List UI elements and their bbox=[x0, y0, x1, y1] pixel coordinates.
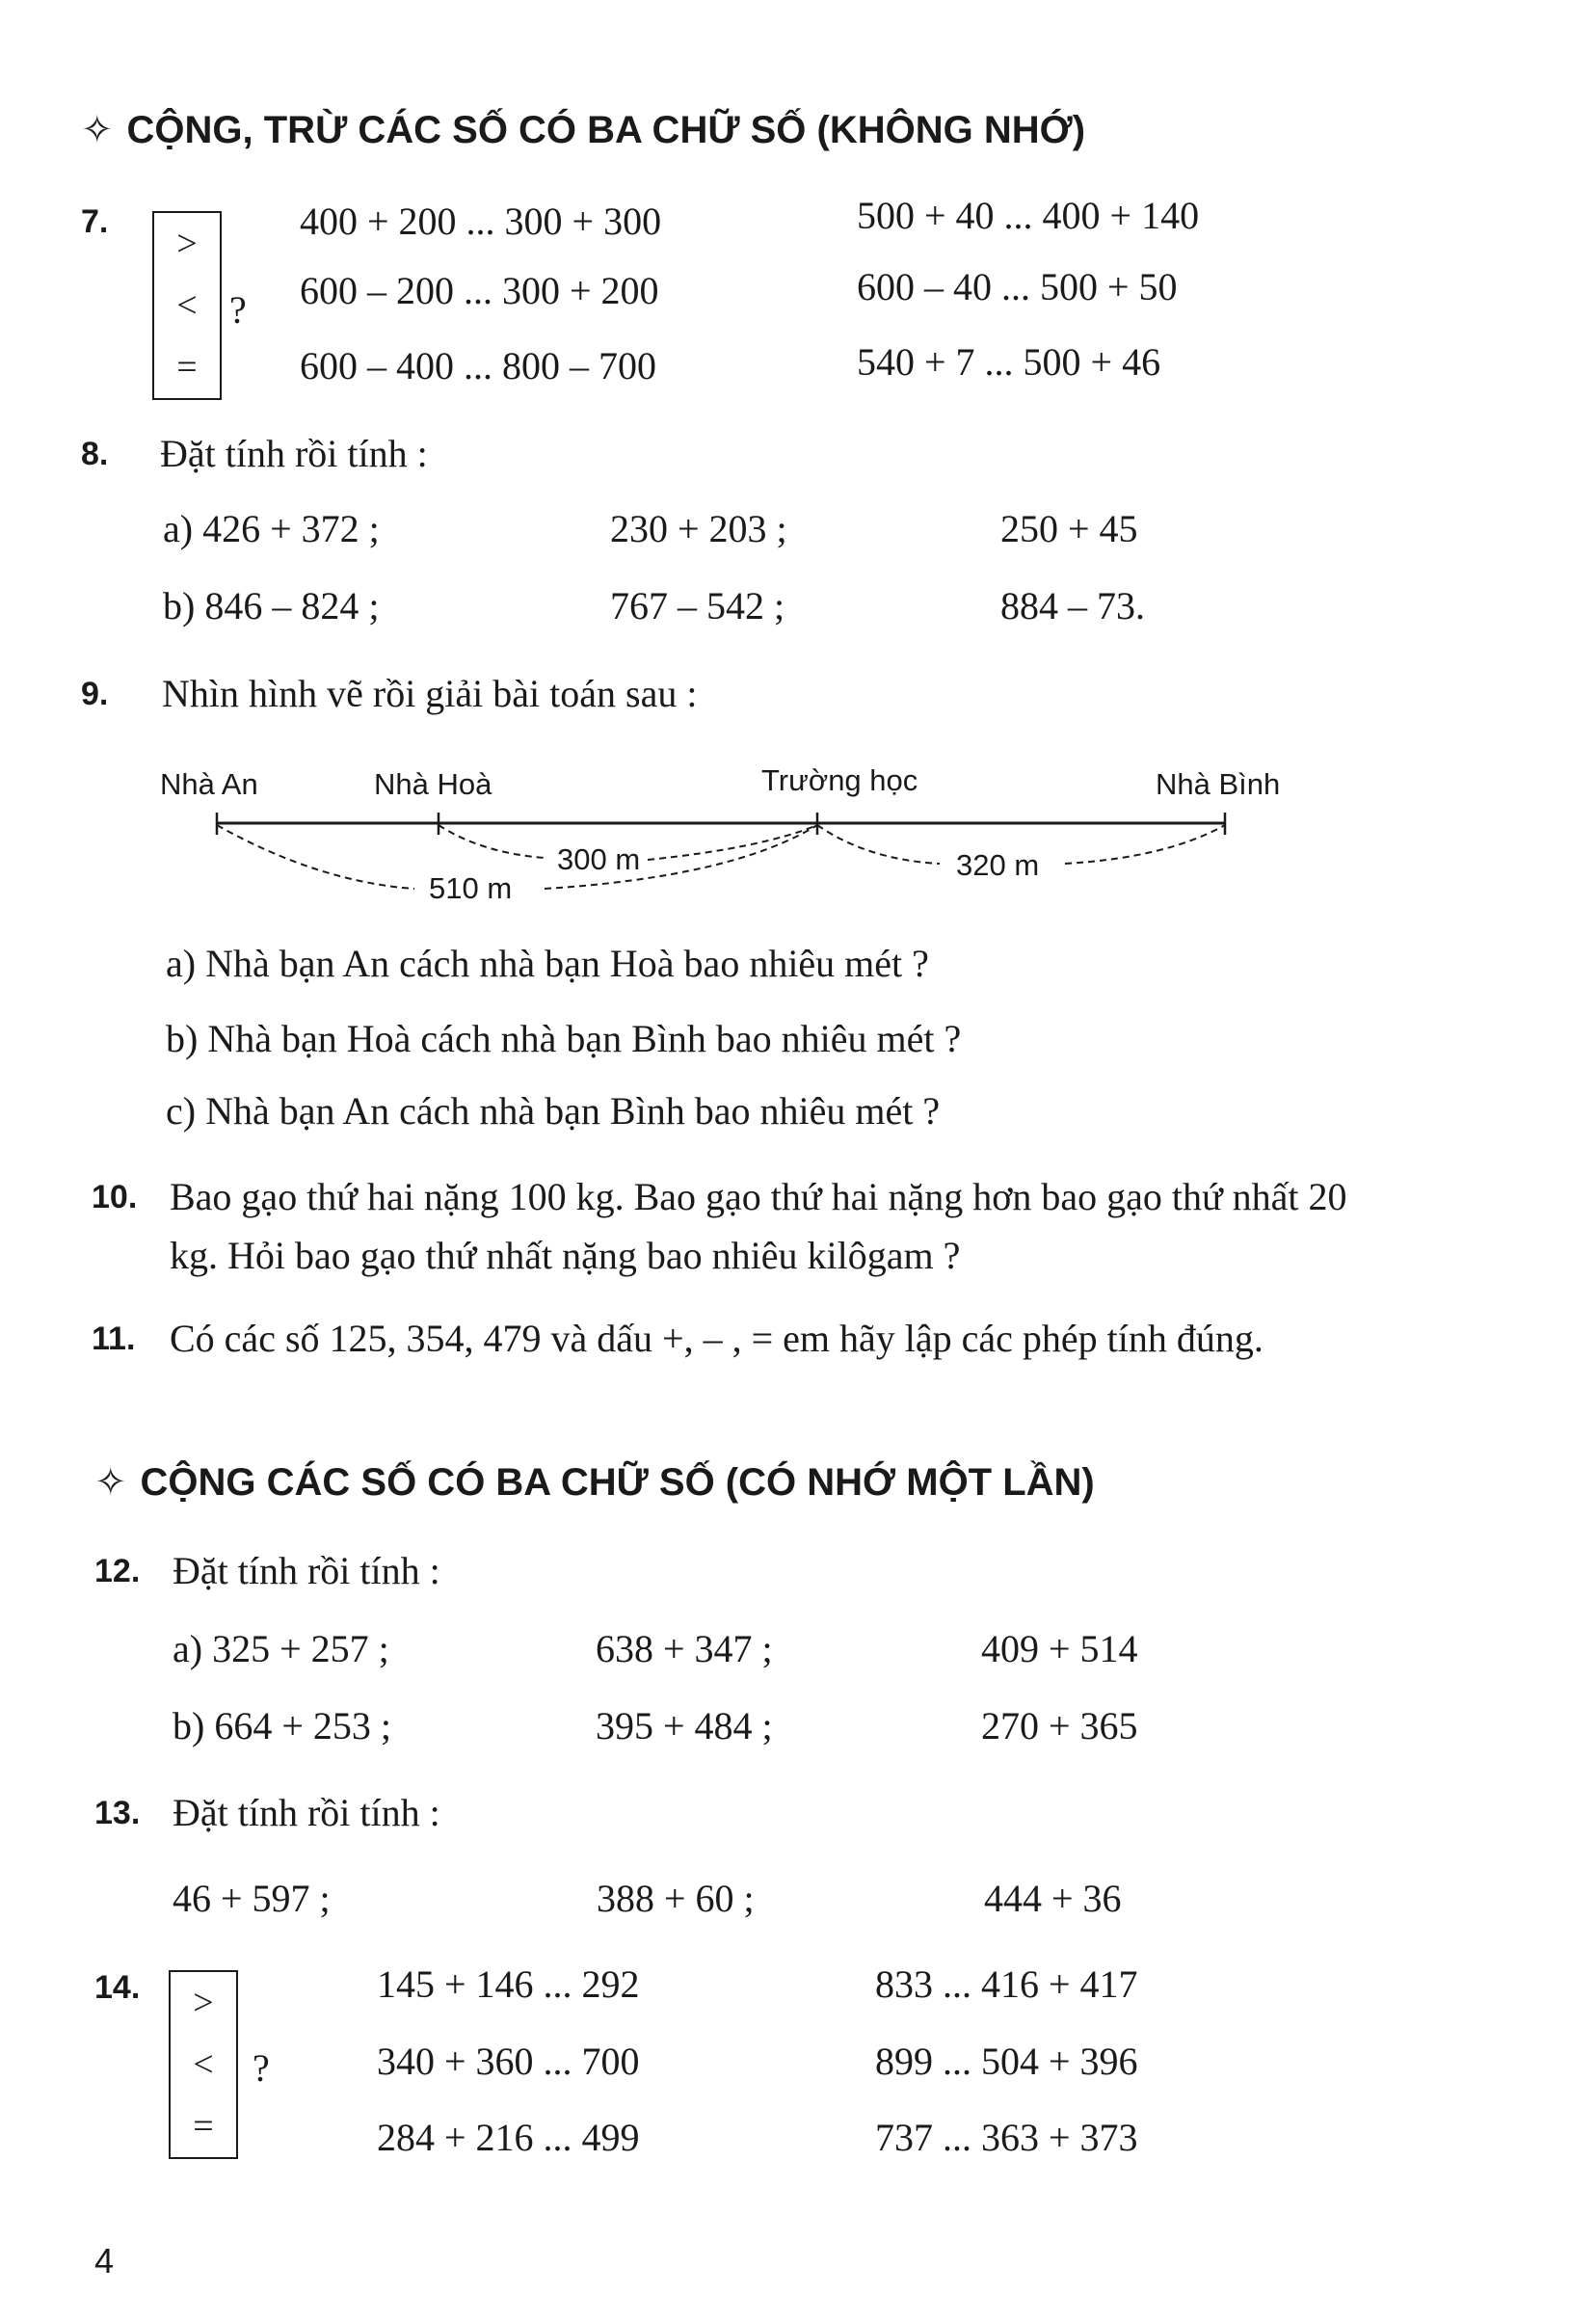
problem-text: kg. Hỏi bao gạo thứ nhất nặng bao nhiêu kilôgam ? bbox=[170, 1234, 961, 1277]
problem-text: Đặt tính rồi tính : bbox=[173, 1549, 440, 1592]
expression: b) 664 + 253 ; bbox=[173, 1704, 391, 1747]
problem-number: 13. bbox=[94, 1795, 141, 1831]
page-number: 4 bbox=[94, 2241, 115, 2281]
comparison-item: 899 ... 504 + 396 bbox=[875, 2040, 1138, 2083]
expression: 638 + 347 ; bbox=[596, 1627, 773, 1670]
arc-300-right bbox=[648, 825, 817, 860]
problem-text: Có các số 125, 354, 479 và dấu +, – , = em hãy lập các phép tính đúng. bbox=[170, 1317, 1264, 1360]
expression: 444 + 36 bbox=[984, 1877, 1122, 1920]
sign-equal: = bbox=[193, 2106, 214, 2147]
place-label: Trường học bbox=[761, 763, 918, 797]
section-title: CỘNG, TRỪ CÁC SỐ CÓ BA CHỮ SỐ (KHÔNG NHỚ) bbox=[126, 109, 1086, 151]
question-mark: ? bbox=[253, 2046, 270, 2090]
expression: 250 + 45 bbox=[1000, 507, 1138, 550]
problem-number: 8. bbox=[81, 436, 109, 472]
sign-less: < bbox=[176, 285, 198, 326]
expression: 409 + 514 bbox=[981, 1627, 1138, 1670]
expression: a) 426 + 372 ; bbox=[163, 507, 380, 550]
sign-greater: > bbox=[176, 224, 198, 264]
expression: 388 + 60 ; bbox=[597, 1877, 755, 1920]
problem-number: 12. bbox=[94, 1553, 141, 1589]
problem-number: 10. bbox=[92, 1179, 138, 1215]
section-heading-2 bbox=[94, 1458, 1095, 1507]
comparison-item: 600 – 400 ... 800 – 700 bbox=[300, 344, 656, 387]
expression: 230 + 203 ; bbox=[610, 507, 787, 550]
expression: 395 + 484 ; bbox=[596, 1704, 773, 1747]
arc-320-left bbox=[817, 825, 940, 864]
comparison-item: 340 + 360 ... 700 bbox=[377, 2040, 640, 2083]
distance-label: 510 m bbox=[429, 871, 513, 905]
four-point-star-icon: ✧ bbox=[81, 109, 114, 151]
expression: 46 + 597 ; bbox=[173, 1877, 331, 1920]
question: b) Nhà bạn Hoà cách nhà bạn Bình bao nhiêu mét ? bbox=[166, 1017, 962, 1060]
arc-320-right bbox=[1065, 825, 1225, 864]
distance-label: 320 m bbox=[956, 848, 1040, 882]
four-point-star-icon: ✧ bbox=[94, 1461, 127, 1504]
question: c) Nhà bạn An cách nhà bạn Bình bao nhiêu mét ? bbox=[166, 1089, 941, 1133]
comparison-item: 500 + 40 ... 400 + 140 bbox=[857, 194, 1200, 237]
comparison-item: 145 + 146 ... 292 bbox=[377, 1962, 640, 2006]
comparison-item: 833 ... 416 + 417 bbox=[875, 1962, 1138, 2006]
comparison-item: 600 – 200 ... 300 + 200 bbox=[300, 269, 659, 312]
problem-text: Đặt tính rồi tính : bbox=[160, 432, 428, 475]
sign-equal: = bbox=[176, 347, 198, 387]
problem-text: Đặt tính rồi tính : bbox=[173, 1791, 440, 1834]
expression: 767 – 542 ; bbox=[610, 584, 785, 627]
problem-text: Nhìn hình vẽ rồi giải bài toán sau : bbox=[162, 672, 698, 715]
arc-510-left bbox=[217, 825, 414, 889]
expression: b) 846 – 824 ; bbox=[163, 584, 380, 627]
question-mark: ? bbox=[229, 288, 247, 332]
comparison-item: 400 + 200 ... 300 + 300 bbox=[300, 200, 662, 243]
sign-greater: > bbox=[193, 1983, 214, 2023]
sign-less: < bbox=[193, 2044, 214, 2085]
problem-number: 7. bbox=[81, 203, 109, 240]
comparison-item: 600 – 40 ... 500 + 50 bbox=[857, 265, 1178, 308]
problem-text: Bao gạo thứ hai nặng 100 kg. Bao gạo thứ hai nặng hơn bao gạo thứ nhất 20 bbox=[170, 1175, 1347, 1218]
arc-300-left bbox=[439, 825, 545, 858]
distance-label: 300 m bbox=[557, 842, 641, 876]
comparison-item: 540 + 7 ... 500 + 46 bbox=[857, 340, 1161, 384]
expression: a) 325 + 257 ; bbox=[173, 1627, 389, 1670]
section-title: CỘNG CÁC SỐ CÓ BA CHỮ SỐ (CÓ NHỚ MỘT LẦN) bbox=[140, 1461, 1095, 1504]
question: a) Nhà bạn An cách nhà bạn Hoà bao nhiêu mét ? bbox=[166, 942, 929, 985]
problem-number: 14. bbox=[94, 1969, 141, 2006]
problem-number: 11. bbox=[92, 1321, 136, 1357]
expression: 270 + 365 bbox=[981, 1704, 1138, 1747]
distance-diagram bbox=[0, 0, 1596, 964]
expression: 884 – 73. bbox=[1000, 584, 1145, 627]
problem-number: 9. bbox=[81, 676, 109, 712]
comparison-item: 737 ... 363 + 373 bbox=[875, 2116, 1138, 2159]
place-label: Nhà Bình bbox=[1156, 767, 1281, 801]
place-label: Nhà Hoà bbox=[374, 767, 492, 801]
comparison-item: 284 + 216 ... 499 bbox=[377, 2116, 640, 2159]
place-label: Nhà An bbox=[160, 767, 258, 801]
comparison-signs-box bbox=[169, 1970, 238, 2159]
